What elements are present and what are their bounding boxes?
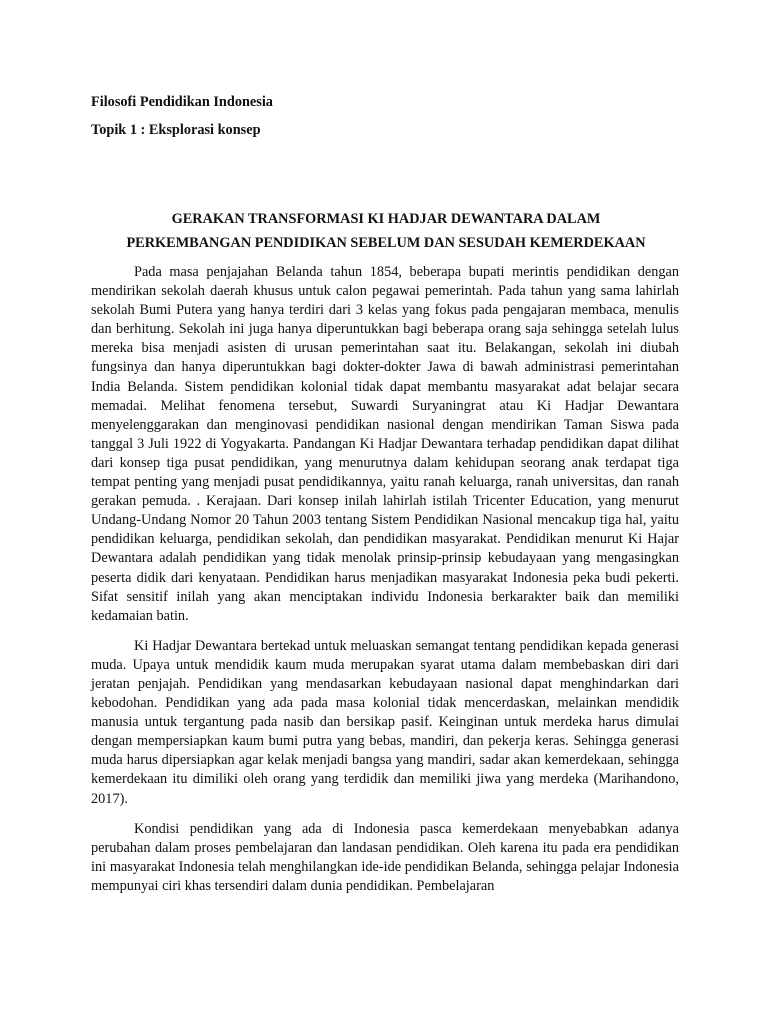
document-body [91, 263, 679, 907]
course-title: Filosofi Pendidikan Indonesia [91, 94, 273, 110]
title-line-1: GERAKAN TRANSFORMASI KI HADJAR DEWANTARA DALAM [171, 211, 601, 227]
topic-title: Topik 1 : Eksplorasi konsep [91, 122, 261, 138]
document-title [91, 207, 681, 255]
title-line-2: PERKEMBANGAN PENDIDIKAN SEBELUM DAN SESUDAH KEMERDEKAAN [126, 235, 646, 251]
document-header [91, 91, 681, 147]
paragraph-1: Pada masa penjajahan Belanda tahun 1854, beberapa bupati merintis pendidikan dengan mendirikan sekolah daerah khusus untuk calon pegawai pemerintah. Pada tahun yang sama lahirlah sekolah Bumi Putera yang hanya terdiri dari 3 kelas yang fokus pada pengajaran membaca, menulis dan berhitung. Sekolah ini juga hanya diperuntukkan bagi beberapa orang saja sehingga setelah lulus mereka bisa menjadi asisten di urusan pemerintahan saat itu. Belakangan, sekolah ini diubah fungsinya dan hanya diperuntukkan bagi dokter-dokter Jawa di bawah administrasi pemerintahan India Belanda. Sistem pendidikan kolonial tidak dapat membantu masyarakat adat belajar secara memadai. Melihat fenomena tersebut, Suwardi Suryaningrat atau Ki Hadjar Dewantara menyelenggarakan dan menginovasi pendidikan nasional dengan mendirikan Taman Siswa pada tanggal 3 Juli 1922 di Yogyakarta. Pandangan Ki Hadjar Dewantara terhadap pendidikan dapat dilihat dari konsep tiga pusat pendidikan, yang menurutnya dalam kehidupan seorang anak terdapat tiga tempat penting yang menjadi pusat pendidikannya, yaitu ranah keluarga, ranah universitas, dan ranah gerakan pemuda. . Kerajaan. Dari konsep inilah lahirlah istilah Tricenter Education, yang menurut Undang-Undang Nomor 20 Tahun 2003 tentang Sistem Pendidikan Nasional mencakup tiga hal, yaitu pendidikan keluarga, pendidikan sekolah, dan pendidikan masyarakat. Pendidikan menurut Ki Hajar Dewantara adalah pendidikan yang tidak menolak prinsip-prinsip kebudayaan yang mengasingkan peserta didik dari kenyataan. Pendidikan harus menjadikan masyarakat Indonesia peka budi pekerti. Sifat sensitif inilah yang akan menciptakan individu Indonesia berkarakter baik dan memiliki kedamaian batin. [91, 264, 679, 624]
paragraph-2: Ki Hadjar Dewantara bertekad untuk meluaskan semangat tentang pendidikan kepada generasi muda. Upaya untuk mendidik kaum muda merupakan syarat utama dalam membebaskan diri dari jeratan penjajah. Pendidikan yang mendasarkan kebudayaan nasional dapat menghindarkan dari kebodohan. Pendidikan yang ada pada masa kolonial tidak mencerdaskan, melainkan mendidik manusia untuk tergantung pada nasib dan bersikap pasif. Keinginan untuk merdeka harus dimulai dengan mempersiapkan kaum bumi putra yang bebas, mandiri, dan pekerja keras. Sehingga generasi muda harus dipersiapkan agar kelak menjadi bangsa yang mandiri, sadar akan kemerdekaan, sehingga kemerdekaan itu dimiliki oleh orang yang terdidik dan memiliki jiwa yang merdeka (Marihandono, 2017). [91, 637, 679, 807]
paragraph-3: Kondisi pendidikan yang ada di Indonesia pasca kemerdekaan menyebabkan adanya perubahan dalam proses pembelajaran dan landasan pendidikan. Oleh karena itu pada era pendidikan ini masyarakat Indonesia telah menghilangkan ide-ide pendidikan Belanda, sehingga pelajar Indonesia mempunyai ciri khas tersendiri dalam dunia pendidikan. Pembelajaran [91, 820, 679, 894]
